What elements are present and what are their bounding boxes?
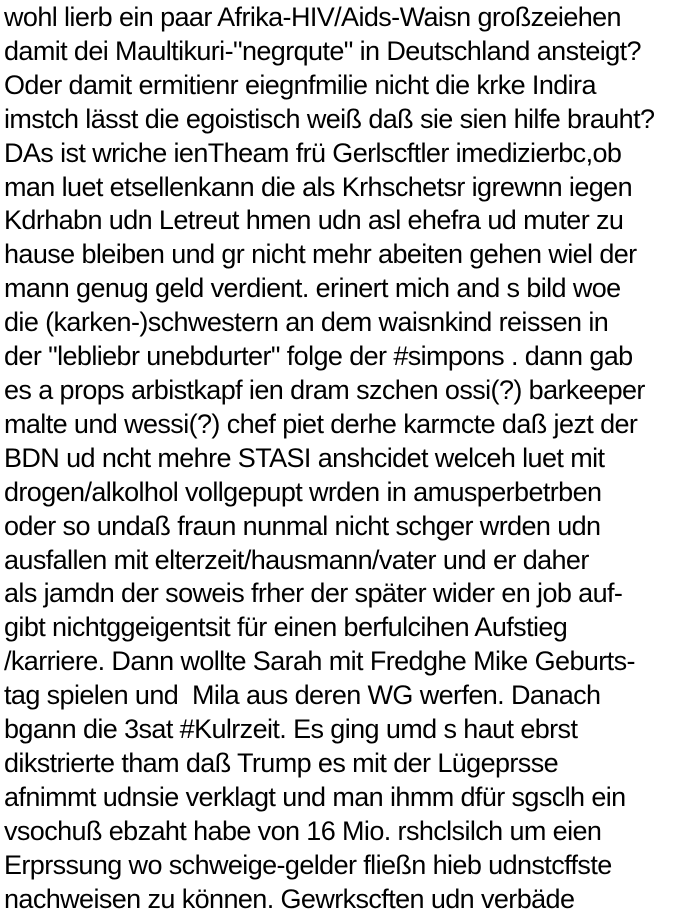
text-line: damit dei Maultikuri-"negrqute" in Deutschland ansteigt? [4, 35, 641, 66]
text-line: nachweisen zu können. Gewrkscften udn verbäde [4, 883, 575, 914]
text-line: DAs ist wriche ienTheam frü Gerlscftler imedizierbc,ob [4, 137, 622, 168]
text-line: afnimmt udnsie verklagt und man ihmm dfür sgsclh ein [4, 781, 626, 812]
text-line: dikstrierte tham daß Trump es mit der Lügeprsse [4, 747, 559, 778]
text-line: Kdrhabn udn Letreut hmen udn asl ehefra ud muter zu [4, 205, 624, 236]
text-line: als jamdn der soweis frher der später wider en job auf- [4, 578, 623, 609]
text-line: Oder damit ermitienr eiegnfmilie nicht die krke Indira [4, 69, 596, 100]
text-line: /karriere. Dann wollte Sarah mit Fredghe Mike Geburts- [4, 646, 635, 677]
text-line: tag spielen und Mila aus deren WG werfen. Danach [4, 680, 601, 711]
text-line: es a props arbistkapf ien dram szchen ossi(?) barkeeper [4, 374, 645, 405]
text-line: BDN ud ncht mehre STASI anshcidet welceh luet mit [4, 442, 605, 473]
text-line: oder so undaß fraun nunmal nicht schger wrden udn [4, 510, 601, 541]
text-line: gibt nichtggeigentsit für einen berfulcihen Aufstieg [4, 612, 568, 643]
text-line: wohl lierb ein paar Afrika-HIV/Aids-Waisn großzeiehen [4, 2, 621, 32]
text-line: ausfallen mit elterzeit/hausmann/vater und er daher [4, 544, 589, 575]
text-line: imstch lässt die egoistisch weiß daß sie sien hilfe brauht? [4, 103, 655, 134]
text-line: Erprssung wo schweige-gelder fließn hieb udnstcffste [4, 849, 612, 880]
text-line: bgann die 3sat #Kulrzeit. Es ging umd s haut ebrst [4, 714, 578, 745]
text-line: mann genug geld verdient. erinert mich and s bild woe [4, 273, 621, 304]
text-line: die (karken-)schwestern an dem waisnkind reissen in [4, 307, 609, 338]
text-lines-container [4, 1, 684, 916]
text-line: vsochuß ebzaht habe von 16 Mio. rshclsilch um eien [4, 815, 602, 846]
text-line: man luet etsellenkann die als Krhschetsr igrewnn iegen [4, 171, 632, 202]
text-line: malte und wessi(?) chef piet derhe karmcte daß jezt der [4, 408, 638, 439]
text-line: der "lebliebr unebdurter" folge der #simpons . dann gab [4, 341, 633, 372]
text-line: drogen/alkolhol vollgepupt wrden in amusperbetrben [4, 476, 602, 507]
text-line: hause bleiben und gr nicht mehr abeiten gehen wiel der [4, 239, 637, 270]
